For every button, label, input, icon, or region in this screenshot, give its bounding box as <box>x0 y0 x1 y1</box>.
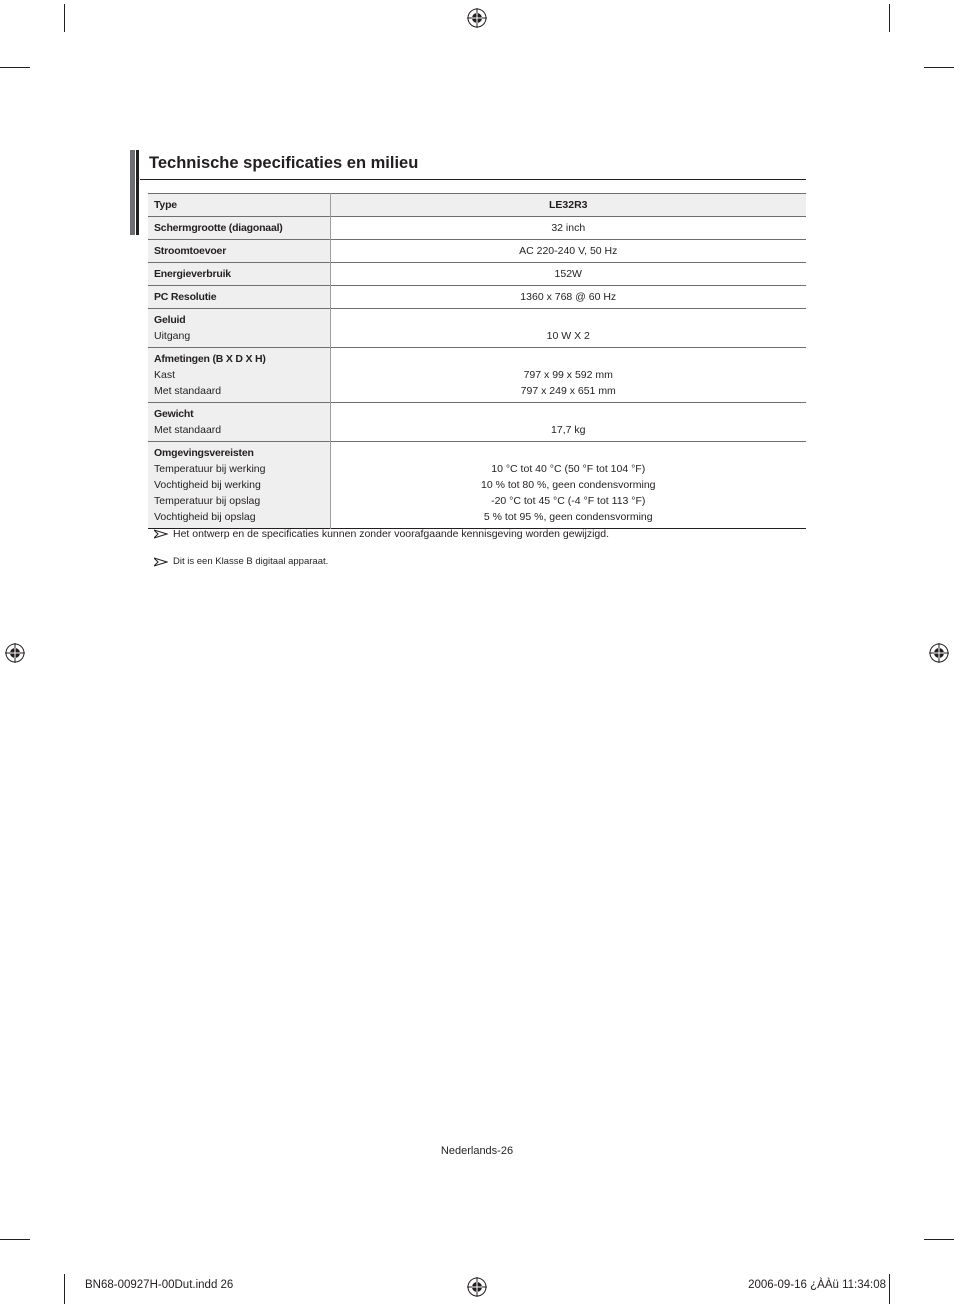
note-item <box>154 528 609 540</box>
arrow-icon <box>154 557 168 567</box>
timestamp: 2006-09-16 ¿ÀÀü 11:34:08 <box>748 1279 886 1291</box>
sub-value: 10 W X 2 <box>546 330 590 342</box>
group-heading: Geluid <box>154 314 186 326</box>
table-row-weight <box>148 403 806 442</box>
table-row-environment <box>148 442 806 529</box>
registration-mark-icon <box>5 643 25 663</box>
sub-label: Temperatuur bij opslag <box>154 495 261 507</box>
crop-mark <box>64 4 65 32</box>
crop-mark <box>64 1274 65 1304</box>
row-label: Stroomtoevoer <box>154 245 227 257</box>
note-text: Dit is een Klasse B digitaal apparaat. <box>173 556 329 567</box>
row-label: Schermgrootte (diagonaal) <box>154 222 283 234</box>
sub-label: Met standaard <box>154 385 222 397</box>
group-heading: Afmetingen (B X D X H) <box>154 353 266 365</box>
sub-value: 797 x 249 x 651 mm <box>520 385 616 397</box>
registration-mark-icon <box>929 643 949 663</box>
registration-mark-icon <box>467 1277 487 1297</box>
sub-label: Vochtigheid bij opslag <box>154 511 256 523</box>
table-row <box>148 240 806 263</box>
row-value: 1360 x 768 @ 60 Hz <box>520 291 617 303</box>
row-value: 32 inch <box>551 222 586 234</box>
sub-value: 797 x 99 x 592 mm <box>523 369 613 381</box>
row-value: AC 220-240 V, 50 Hz <box>519 245 618 257</box>
sub-label: Kast <box>154 369 176 381</box>
row-value: 152W <box>554 268 582 280</box>
table-row <box>148 194 806 217</box>
file-slug: BN68-00927H-00Dut.indd 26 <box>85 1279 234 1291</box>
sub-label: Uitgang <box>154 330 191 342</box>
type-label: Type <box>154 199 177 211</box>
registration-mark-icon <box>467 8 487 28</box>
crop-mark <box>0 67 30 68</box>
sub-label: Temperatuur bij werking <box>154 463 266 475</box>
crop-mark <box>0 1239 30 1240</box>
note-text: Het ontwerp en de specificaties kunnen zonder voorafgaande kennisgeving worden gewijzigd. <box>173 528 610 540</box>
sub-value: 5 % tot 95 %, geen condensvorming <box>483 511 653 523</box>
sub-value: -20 °C tot 45 °C (-4 °F tot 113 °F) <box>491 495 646 507</box>
table-row <box>148 286 806 309</box>
row-label: PC Resolutie <box>154 291 217 303</box>
table-row-dimensions <box>148 348 806 403</box>
crop-mark <box>889 1274 890 1304</box>
table-row <box>148 263 806 286</box>
group-heading: Omgevingsvereisten <box>154 447 254 459</box>
sub-value: 10 °C tot 40 °C (50 °F tot 104 °F) <box>491 463 646 475</box>
group-heading: Gewicht <box>154 408 194 420</box>
sub-value: 17,7 kg <box>551 424 586 436</box>
note-item <box>154 556 328 567</box>
crop-mark <box>889 4 890 32</box>
page-number: Nederlands-26 <box>440 1145 514 1157</box>
table-row <box>148 217 806 240</box>
spec-table <box>148 193 806 529</box>
sub-label: Met standaard <box>154 424 222 436</box>
row-label: Energieverbruik <box>154 268 231 280</box>
crop-mark <box>924 1239 954 1240</box>
sub-label: Vochtigheid bij werking <box>154 479 261 491</box>
arrow-icon <box>154 529 168 539</box>
title-divider <box>140 179 806 180</box>
page-title: Technische specificaties en milieu <box>149 154 419 172</box>
model-name: LE32R3 <box>330 194 806 217</box>
crop-mark <box>924 67 954 68</box>
table-row-sound <box>148 309 806 348</box>
title-accent-bar <box>130 150 140 235</box>
sub-value: 10 % tot 80 %, geen condensvorming <box>480 479 656 491</box>
